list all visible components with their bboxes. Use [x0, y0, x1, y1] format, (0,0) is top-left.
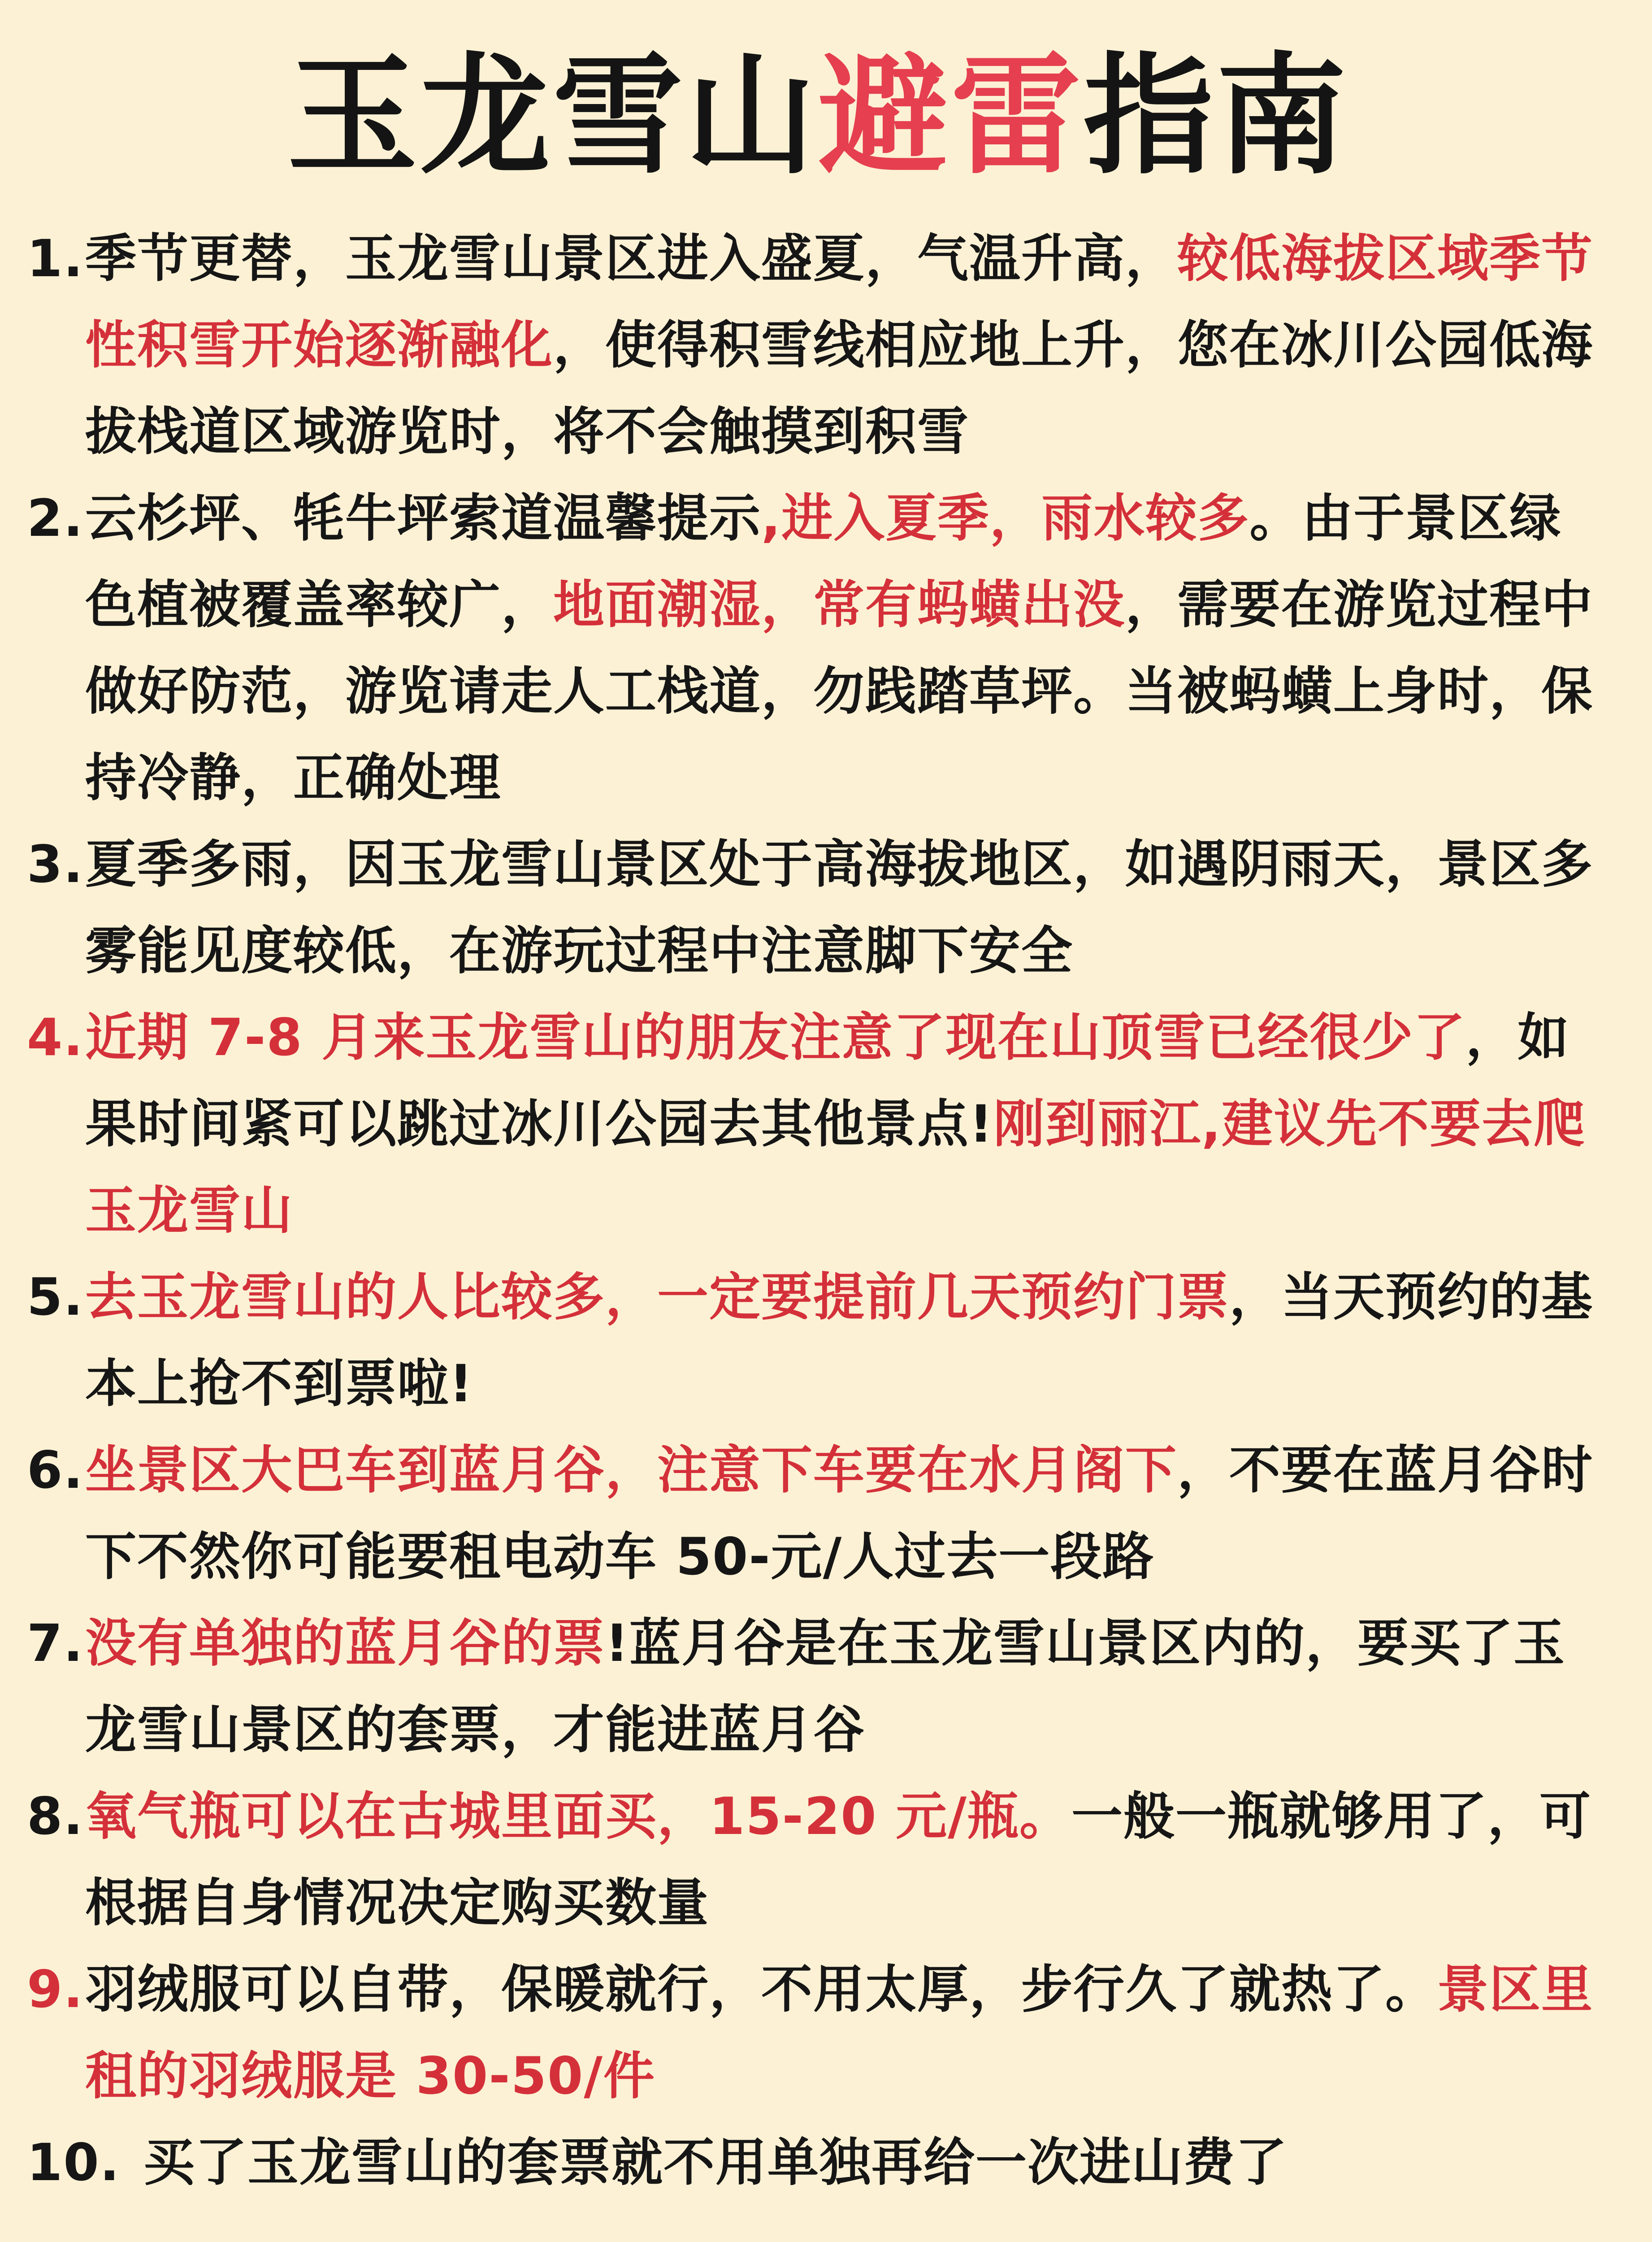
- tip-number: 8.: [27, 1786, 84, 1846]
- tip-item: [27, 215, 1609, 475]
- tip-highlight-text: 坐景区大巴车到蓝月谷，注意下车要在水月阁下: [85, 1440, 1178, 1500]
- tip-highlight-text: 没有单独的蓝月谷的票: [85, 1613, 606, 1673]
- tip-item: [27, 1946, 1609, 2119]
- tip-highlight-text: 刚到丽江,建议先不要去爬玉龙雪山: [85, 1094, 1586, 1240]
- tip-number: 5.: [27, 1267, 84, 1327]
- tip-text: ，需要在游览过程中做好防范，游览请走人工栈道，勿践踏草坪。当被蚂蟥上身时，保持冷静，正确处理: [85, 575, 1594, 808]
- tip-text: 季节更替，玉龙雪山景区进入盛夏，气温升高，: [85, 229, 1178, 288]
- tip-number: 4.: [27, 1008, 84, 1067]
- tip-number: 10.: [27, 2133, 120, 2192]
- tip-highlight-text: 较低海拔区域季节性积雪开始逐渐融化: [85, 229, 1594, 375]
- title-part-2: 指南: [1084, 41, 1349, 192]
- tip-item: [27, 475, 1609, 821]
- tip-item: [27, 2119, 1609, 2206]
- tip-text: 云杉坪、牦牛坪索道温馨提示: [85, 488, 762, 548]
- tip-item: [27, 1600, 1609, 1773]
- tip-text: 买了玉龙雪山的套票就不用单独再给一次进山费了: [143, 2133, 1288, 2192]
- tip-number: 2.: [27, 488, 84, 548]
- tip-text: ，当天预约的基本上抢不到票啦!: [85, 1267, 1594, 1413]
- tip-highlight-text: ,进入夏季，雨水较多: [761, 488, 1250, 548]
- tip-highlight-text: 近期 7-8 月来玉龙雪山的朋友注意了现在山顶雪已经很少了: [85, 1008, 1466, 1067]
- tip-highlight-text: 氧气瓶可以在古城里面买，15-20 元/瓶。: [85, 1786, 1071, 1846]
- tip-item: [27, 821, 1609, 994]
- tip-text: 。由于景区绿色植被覆盖率较广，: [85, 488, 1562, 634]
- tip-item: [27, 1427, 1609, 1600]
- tip-highlight-text: 景区里租的羽绒服是 30-50/件: [85, 1960, 1594, 2106]
- tip-number: 1.: [27, 229, 84, 288]
- tip-number: 9.: [27, 1960, 84, 2019]
- tip-text: ，如果时间紧可以跳过冰川公园去其他景点!: [85, 1008, 1570, 1154]
- tips-list: [27, 215, 1609, 2206]
- tip-text: !蓝月谷是在玉龙雪山景区内的，要买了玉龙雪山景区的套票，才能进蓝月谷: [85, 1613, 1566, 1760]
- tip-item: [27, 1773, 1609, 1946]
- tip-text: 夏季多雨，因玉龙雪山景区处于高海拔地区，如遇阴雨天，景区多雾能见度较低，在游玩过程中注意脚下安全: [85, 834, 1594, 981]
- title-part-1: 玉龙雪山: [287, 41, 818, 192]
- tip-highlight-text: 地面潮湿，常有蚂蟥出没: [553, 575, 1126, 634]
- tip-item: [27, 994, 1609, 1254]
- tip-number: 6.: [27, 1440, 84, 1500]
- title-highlight: 避雷: [818, 41, 1084, 192]
- tip-item: [27, 1254, 1609, 1427]
- tip-number: 3.: [27, 834, 84, 894]
- tip-text: ，使得积雪线相应地上升，您在冰川公园低海拔栈道区域游览时，将不会触摸到积雪: [85, 315, 1594, 461]
- tip-text: 一般一瓶就够用了，可根据自身情况决定购买数量: [85, 1786, 1591, 1933]
- tip-number: 7.: [27, 1613, 84, 1673]
- page-title: [27, 36, 1609, 197]
- tip-text: ，不要在蓝月谷时下不然你可能要租电动车 50-元/人过去一段路: [85, 1440, 1594, 1586]
- tip-highlight-text: 去玉龙雪山的人比较多，一定要提前几天预约门票: [85, 1267, 1230, 1327]
- tip-text: 羽绒服可以自带，保暖就行，不用太厚，步行久了就热了。: [85, 1960, 1438, 2019]
